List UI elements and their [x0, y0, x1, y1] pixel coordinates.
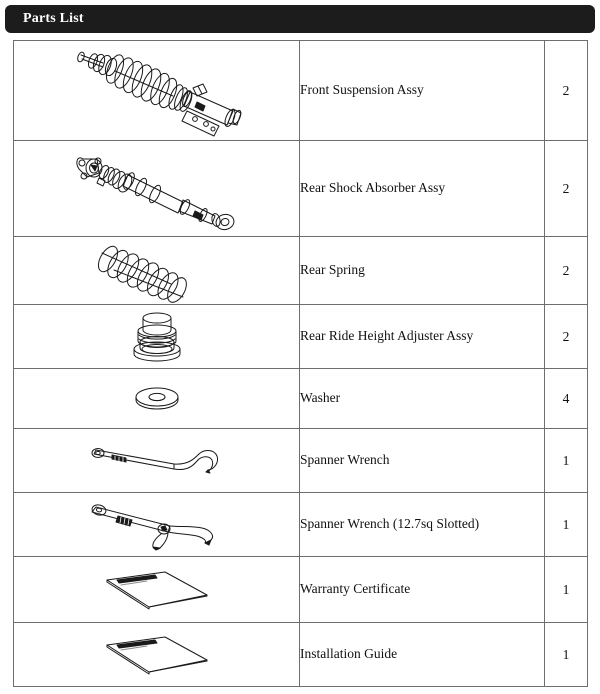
part-image-cell — [14, 493, 300, 557]
parts-table — [13, 40, 588, 687]
part-image-cell — [14, 141, 300, 237]
part-qty: 4 — [545, 369, 588, 429]
part-name: Warranty Certificate — [300, 557, 545, 623]
part-qty: 2 — [545, 141, 588, 237]
part-name: Rear Shock Absorber Assy — [300, 141, 545, 237]
table-row — [14, 557, 588, 623]
installation-guide-illustration — [87, 627, 227, 683]
part-qty: 2 — [545, 41, 588, 141]
part-qty: 1 — [545, 493, 588, 557]
rear-spring-illustration — [72, 239, 242, 303]
part-image-cell — [14, 41, 300, 141]
part-image-cell — [14, 369, 300, 429]
part-name: Rear Spring — [300, 237, 545, 305]
part-name: Washer — [300, 369, 545, 429]
part-name: Front Suspension Assy — [300, 41, 545, 141]
part-name: Spanner Wrench — [300, 429, 545, 493]
part-name: Rear Ride Height Adjuster Assy — [300, 305, 545, 369]
table-row — [14, 41, 588, 141]
part-qty: 2 — [545, 237, 588, 305]
rear-ride-height-adjuster-assy-illustration — [107, 308, 207, 366]
part-name: Spanner Wrench (12.7sq Slotted) — [300, 493, 545, 557]
part-image-cell — [14, 623, 300, 687]
part-qty: 1 — [545, 429, 588, 493]
front-suspension-assy-illustration — [37, 43, 277, 139]
warranty-certificate-illustration — [87, 562, 227, 618]
parts-list-header — [5, 5, 595, 33]
part-image-cell — [14, 429, 300, 493]
rear-shock-absorber-assy-illustration — [37, 143, 277, 235]
washer-illustration — [122, 379, 192, 419]
spanner-wrench-illustration — [82, 438, 232, 484]
table-row — [14, 493, 588, 557]
part-image-cell — [14, 237, 300, 305]
part-name: Installation Guide — [300, 623, 545, 687]
table-row — [14, 141, 588, 237]
part-image-cell — [14, 305, 300, 369]
table-row — [14, 305, 588, 369]
part-qty: 1 — [545, 557, 588, 623]
part-image-cell — [14, 557, 300, 623]
table-row — [14, 369, 588, 429]
page-title: Parts List — [23, 11, 84, 26]
spanner-wrench-slotted-illustration — [82, 498, 232, 552]
table-row — [14, 429, 588, 493]
table-row — [14, 623, 588, 687]
part-qty: 2 — [545, 305, 588, 369]
table-row — [14, 237, 588, 305]
part-qty: 1 — [545, 623, 588, 687]
